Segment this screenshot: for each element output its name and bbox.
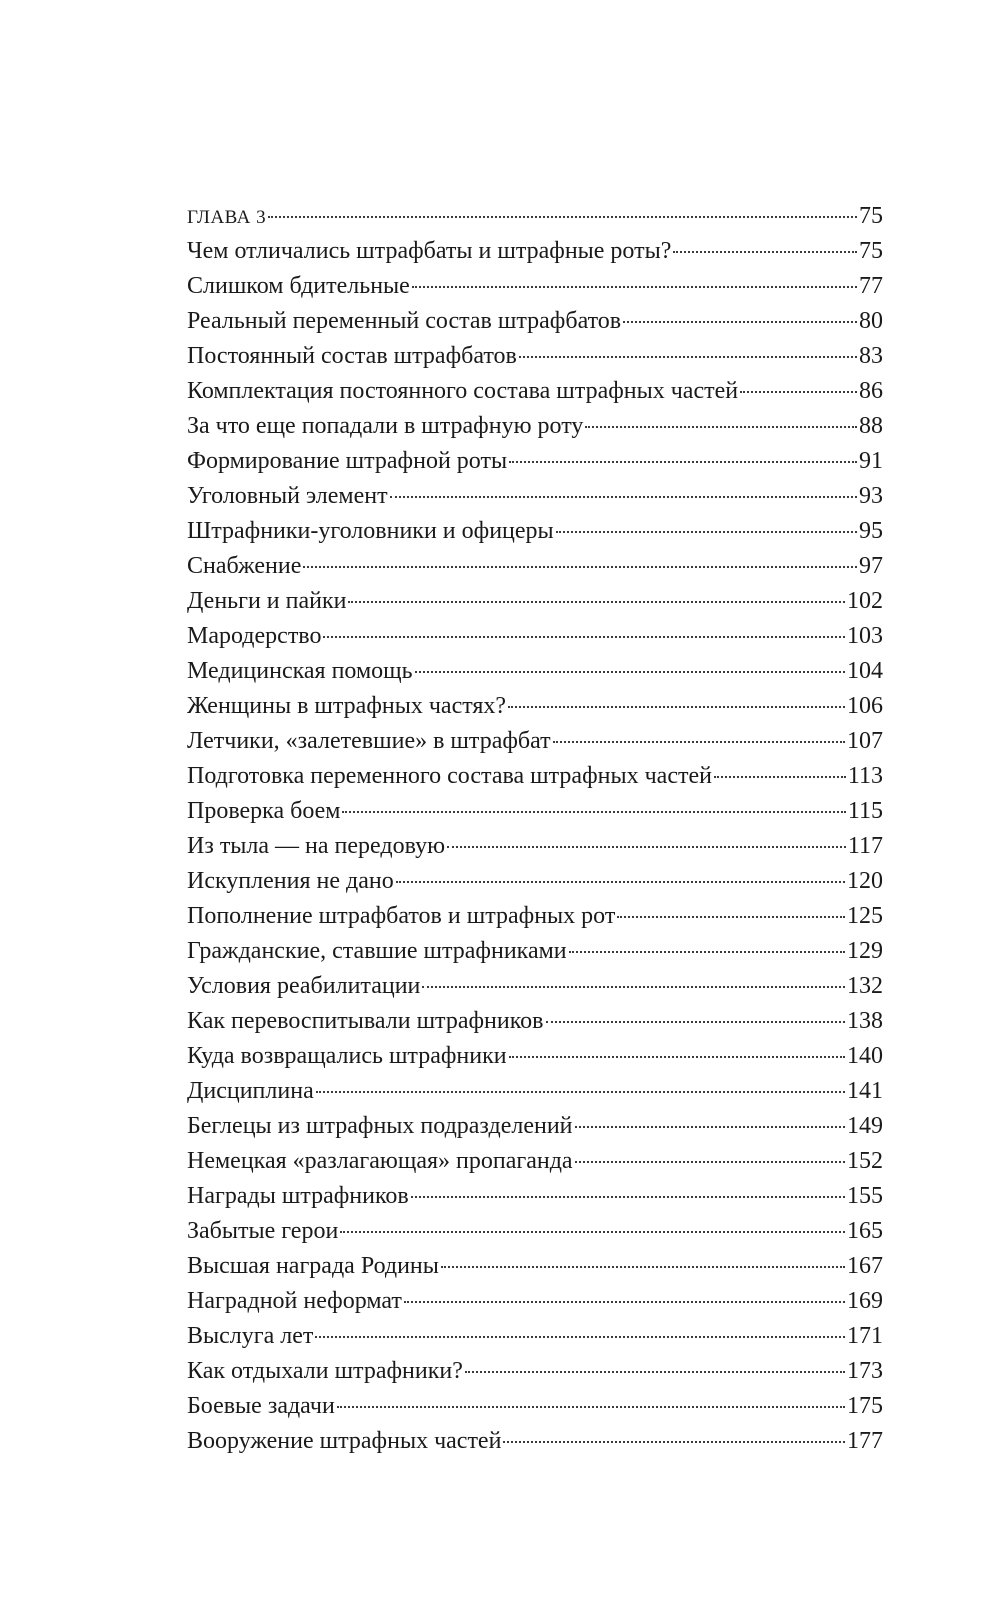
toc-entry-page: 83 [859, 343, 883, 369]
dot-leader [441, 1266, 845, 1268]
dot-leader [673, 251, 857, 253]
toc-entry[interactable] [187, 304, 883, 339]
toc-entry[interactable] [187, 1389, 883, 1424]
toc-entry-page: 102 [847, 588, 883, 614]
toc-entry[interactable] [187, 1144, 883, 1179]
toc-entry[interactable] [187, 899, 883, 934]
toc-entry-title: Реальный переменный состав штрафбатов [187, 308, 622, 334]
dot-leader [508, 706, 845, 708]
toc-entry-title: Формирование штрафной роты [187, 448, 508, 474]
toc-entry-page: 141 [847, 1078, 883, 1104]
toc-entry[interactable] [187, 1179, 883, 1214]
toc-entry-title: Искупления не дано [187, 868, 394, 894]
dot-leader [714, 776, 846, 778]
toc-entry-title: Дисциплина [187, 1078, 314, 1104]
toc-entry-page: 173 [847, 1358, 883, 1384]
toc-entry-title: Забытые герои [187, 1218, 339, 1244]
dot-leader [509, 1056, 845, 1058]
dot-leader [556, 531, 857, 533]
toc-entry-title: Снабжение [187, 553, 302, 579]
toc-entry-title: Куда возвращались штрафники [187, 1043, 507, 1069]
toc-entry[interactable] [187, 1004, 883, 1039]
dot-leader [316, 1091, 845, 1093]
toc-entry[interactable] [187, 1354, 883, 1389]
toc-entry[interactable] [187, 969, 883, 1004]
dot-leader [585, 426, 857, 428]
toc-entry-page: 80 [859, 308, 883, 334]
toc-entry[interactable] [187, 514, 883, 549]
toc-entry-title: Комплектация постоянного состава штрафных частей [187, 378, 739, 404]
dot-leader [268, 216, 857, 218]
toc-entry-title: ГЛАВА 3 [187, 207, 267, 228]
toc-entry[interactable] [187, 619, 883, 654]
toc-entry-page: 155 [847, 1183, 883, 1209]
dot-leader [337, 1406, 845, 1408]
toc-entry-page: 93 [859, 483, 883, 509]
toc-entry[interactable] [187, 374, 883, 409]
toc-entry[interactable] [187, 584, 883, 619]
toc-entry[interactable] [187, 724, 883, 759]
dot-leader [411, 1196, 845, 1198]
toc-entry[interactable] [187, 654, 883, 689]
toc-entry[interactable] [187, 549, 883, 584]
toc-entry-page: 149 [847, 1113, 883, 1139]
toc-entry-title: Боевые задачи [187, 1393, 335, 1419]
toc-entry[interactable] [187, 1214, 883, 1249]
toc-entry-page: 171 [847, 1323, 883, 1349]
toc-entry-title: Уголовный элемент [187, 483, 388, 509]
toc-entry[interactable] [187, 934, 883, 969]
dot-leader [412, 286, 857, 288]
dot-leader [323, 636, 845, 638]
toc-entry-title: Штрафники-уголовники и офицеры [187, 518, 554, 544]
toc-entry-page: 169 [847, 1288, 883, 1314]
toc-entry-title: Гражданские, ставшие штрафниками [187, 938, 567, 964]
dot-leader [553, 741, 845, 743]
toc-entry[interactable] [187, 864, 883, 899]
dot-leader [390, 496, 857, 498]
dot-leader [569, 951, 845, 953]
toc-entry-title: Подготовка переменного состава штрафных частей [187, 763, 712, 789]
toc-entry[interactable] [187, 759, 883, 794]
toc-entry-title: Постоянный состав штрафбатов [187, 343, 517, 369]
toc-entry-title: Как перевоспитывали штрафников [187, 1008, 544, 1034]
dot-leader [546, 1021, 846, 1023]
dot-leader [509, 461, 857, 463]
toc-entry-page: 86 [859, 378, 883, 404]
toc-entry[interactable] [187, 794, 883, 829]
dot-leader [465, 1371, 845, 1373]
toc-entry[interactable] [187, 1424, 883, 1459]
toc-entry[interactable] [187, 479, 883, 514]
toc-entry-page: 177 [847, 1428, 883, 1454]
toc-entry-page: 132 [847, 973, 883, 999]
dot-leader [422, 986, 845, 988]
table-of-contents [187, 199, 883, 1459]
toc-entry[interactable] [187, 1249, 883, 1284]
toc-entry-title: Наградной неформат [187, 1288, 402, 1314]
toc-entry-page: 75 [859, 238, 883, 264]
dot-leader [404, 1301, 845, 1303]
toc-entry-title: Летчики, «залетевшие» в штрафбат [187, 728, 551, 754]
toc-entry-title: Деньги и пайки [187, 588, 347, 614]
toc-entry-page: 104 [847, 658, 883, 684]
dot-leader [340, 1231, 845, 1233]
toc-entry[interactable] [187, 234, 883, 269]
toc-entry-page: 115 [847, 798, 883, 824]
toc-entry[interactable] [187, 339, 883, 374]
dot-leader [503, 1441, 845, 1443]
toc-entry[interactable] [187, 269, 883, 304]
toc-entry-page: 77 [859, 273, 883, 299]
toc-chapter-heading[interactable] [187, 199, 883, 234]
toc-entry-title: Слишком бдительные [187, 273, 410, 299]
dot-leader [575, 1161, 845, 1163]
toc-entry-title: Чем отличались штрафбаты и штрафные роты? [187, 238, 672, 264]
toc-entry-page: 140 [847, 1043, 883, 1069]
toc-entry-page: 103 [847, 623, 883, 649]
dot-leader [519, 356, 857, 358]
toc-entry-page: 165 [847, 1218, 883, 1244]
toc-entry-page: 167 [847, 1253, 883, 1279]
toc-entry-title: За что еще попадали в штрафную роту [187, 413, 584, 439]
toc-entry-title: Выслуга лет [187, 1323, 314, 1349]
toc-entry[interactable] [187, 444, 883, 479]
toc-entry-title: Награды штрафников [187, 1183, 409, 1209]
dot-leader [740, 391, 857, 393]
toc-entry-page: 175 [847, 1393, 883, 1419]
toc-entry-page: 125 [847, 903, 883, 929]
toc-entry-page: 138 [847, 1008, 883, 1034]
toc-entry-title: Мародерство [187, 623, 322, 649]
toc-entry-page: 88 [859, 413, 883, 439]
toc-entry-title: Беглецы из штрафных подразделений [187, 1113, 573, 1139]
toc-entry-page: 97 [859, 553, 883, 579]
toc-entry-title: Из тыла — на передовую [187, 833, 446, 859]
dot-leader [623, 321, 857, 323]
toc-entry-page: 117 [847, 833, 883, 859]
toc-entry-page: 91 [859, 448, 883, 474]
toc-entry-page: 107 [847, 728, 883, 754]
toc-entry[interactable] [187, 1109, 883, 1144]
toc-entry-title: Высшая награда Родины [187, 1253, 439, 1279]
toc-entry-title: Немецкая «разлагающая» пропаганда [187, 1148, 573, 1174]
toc-entry[interactable] [187, 1319, 883, 1354]
toc-entry[interactable] [187, 1284, 883, 1319]
dot-leader [348, 601, 845, 603]
toc-entry-title: Как отдыхали штрафники? [187, 1358, 463, 1384]
dot-leader [396, 881, 845, 883]
toc-entry-page: 129 [847, 938, 883, 964]
toc-entry-title: Пополнение штрафбатов и штрафных рот [187, 903, 616, 929]
dot-leader [447, 846, 846, 848]
dot-leader [415, 671, 845, 673]
toc-entry-title: Условия реабилитации [187, 973, 421, 999]
dot-leader [575, 1126, 846, 1128]
dot-leader [342, 811, 845, 813]
toc-entry-title: Вооружение штрафных частей [187, 1428, 502, 1454]
toc-entry-title: Медицинская помощь [187, 658, 413, 684]
dot-leader [315, 1336, 845, 1338]
toc-entry[interactable] [187, 689, 883, 724]
toc-entry-page: 106 [847, 693, 883, 719]
toc-entry[interactable] [187, 1039, 883, 1074]
dot-leader [617, 916, 845, 918]
toc-entry-page: 120 [847, 868, 883, 894]
dot-leader [303, 566, 857, 568]
toc-entry[interactable] [187, 829, 883, 864]
toc-entry-page: 95 [859, 518, 883, 544]
toc-entry-title: Проверка боем [187, 798, 341, 824]
toc-entry[interactable] [187, 1074, 883, 1109]
toc-entry-page: 152 [847, 1148, 883, 1174]
toc-entry[interactable] [187, 409, 883, 444]
toc-entry-title: Женщины в штрафных частях? [187, 693, 507, 719]
toc-entry-page: 113 [847, 763, 883, 789]
toc-entry-page: 75 [859, 203, 883, 229]
